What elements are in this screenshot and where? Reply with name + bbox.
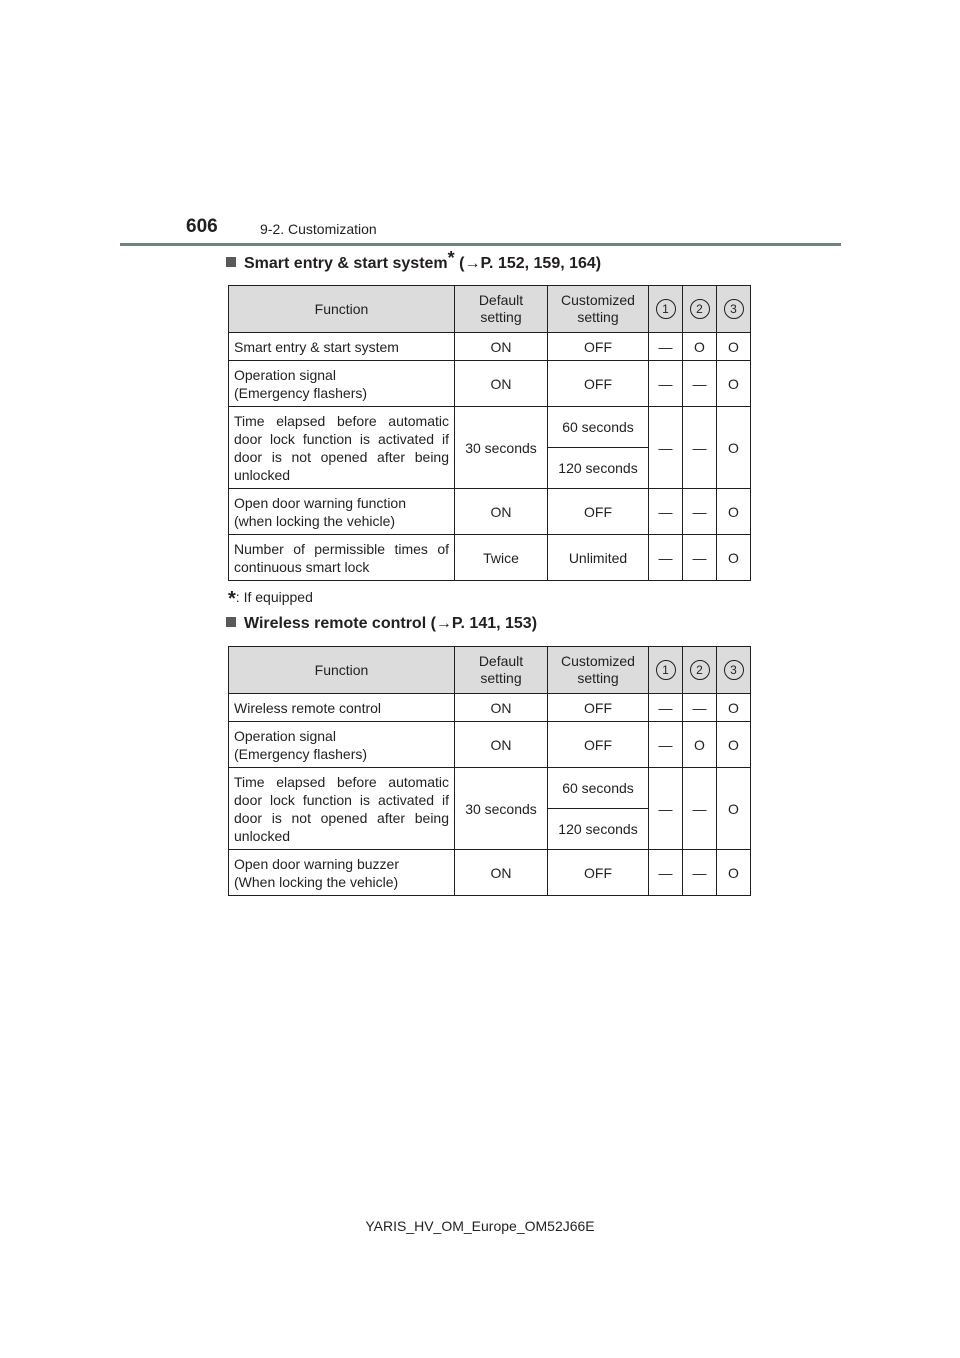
default-cell: ON	[455, 489, 548, 535]
table-row	[229, 535, 751, 581]
mode-3-cell: O	[717, 850, 751, 896]
mode-1-cell: —	[649, 694, 683, 722]
footnote: *: If equipped	[228, 588, 313, 610]
mode-1-cell: —	[649, 333, 683, 361]
smart-entry-heading: Smart entry & start system* (→P. 152, 159, 164)	[226, 255, 601, 273]
page-number: 606	[186, 216, 218, 237]
mode-3-cell: O	[717, 694, 751, 722]
mode-3-cell: O	[717, 361, 751, 407]
customized-cell: 120 seconds	[548, 448, 649, 489]
mode-1-cell: —	[649, 489, 683, 535]
column-header-2: 2	[683, 286, 717, 333]
mode-1-cell: —	[649, 535, 683, 581]
document-id-footer: YARIS_HV_OM_Europe_OM52J66E	[365, 1218, 595, 1234]
customized-cell: OFF	[548, 333, 649, 361]
column-header-default: Default setting	[455, 647, 548, 694]
wireless-remote-table	[228, 646, 751, 896]
column-header-function: Function	[229, 647, 455, 694]
function-cell: Operation signal (Emergency flashers)	[229, 361, 455, 407]
table-row	[229, 407, 751, 448]
mode-1-cell: —	[649, 407, 683, 489]
mode-3-cell: O	[717, 768, 751, 850]
mode-2-cell: O	[683, 333, 717, 361]
function-cell: Wireless remote control	[229, 694, 455, 722]
equipped-mark: *	[447, 248, 455, 268]
default-cell: Twice	[455, 535, 548, 581]
default-cell: 30 seconds	[455, 407, 548, 489]
default-cell: ON	[455, 722, 548, 768]
mode-1-cell: —	[649, 722, 683, 768]
section-title: 9-2. Customization	[260, 221, 377, 237]
table-row	[229, 694, 751, 722]
customized-cell: OFF	[548, 722, 649, 768]
square-bullet-icon	[226, 257, 236, 267]
mode-2-cell: —	[683, 361, 717, 407]
mode-1-cell: —	[649, 361, 683, 407]
table-row	[229, 333, 751, 361]
table-row	[229, 722, 751, 768]
default-cell: ON	[455, 333, 548, 361]
mode-1-cell: —	[649, 768, 683, 850]
mode-3-cell: O	[717, 407, 751, 489]
customized-cell: Unlimited	[548, 535, 649, 581]
wireless-remote-heading: Wireless remote control (→P. 141, 153)	[226, 615, 537, 633]
column-header-customized: Customized setting	[548, 286, 649, 333]
column-header-1: 1	[649, 286, 683, 333]
column-header-3: 3	[717, 647, 751, 694]
column-header-2: 2	[683, 647, 717, 694]
page-reference: (→P. 141, 153)	[430, 615, 538, 632]
header-rule	[120, 243, 841, 246]
function-cell: Operation signal (Emergency flashers)	[229, 722, 455, 768]
default-cell: 30 seconds	[455, 768, 548, 850]
customized-cell: OFF	[548, 850, 649, 896]
table-header-row	[229, 647, 751, 694]
table-row	[229, 850, 751, 896]
mode-2-cell: —	[683, 407, 717, 489]
function-cell: Time elapsed before automatic door lock function is activated if door is not opened after being unlocked	[229, 407, 455, 489]
mode-2-cell: —	[683, 768, 717, 850]
square-bullet-icon	[226, 617, 236, 627]
page-reference: (→P. 152, 159, 164)	[459, 255, 602, 272]
default-cell: ON	[455, 361, 548, 407]
column-header-3: 3	[717, 286, 751, 333]
default-cell: ON	[455, 850, 548, 896]
column-header-function: Function	[229, 286, 455, 333]
customized-cell: OFF	[548, 694, 649, 722]
column-header-customized: Customized setting	[548, 647, 649, 694]
mode-2-cell: —	[683, 694, 717, 722]
customized-cell: 120 seconds	[548, 809, 649, 850]
smart-entry-table	[228, 285, 751, 581]
function-cell: Open door warning buzzer (When locking the vehicle)	[229, 850, 455, 896]
mode-2-cell: —	[683, 850, 717, 896]
function-cell: Time elapsed before automatic door lock function is activated if door is not opened after being unlocked	[229, 768, 455, 850]
mode-3-cell: O	[717, 489, 751, 535]
table-row	[229, 768, 751, 809]
customized-cell: 60 seconds	[548, 768, 649, 809]
customized-cell: 60 seconds	[548, 407, 649, 448]
column-header-default: Default setting	[455, 286, 548, 333]
table-header-row	[229, 286, 751, 333]
mode-3-cell: O	[717, 722, 751, 768]
column-header-1: 1	[649, 647, 683, 694]
table-row	[229, 489, 751, 535]
customized-cell: OFF	[548, 489, 649, 535]
mode-3-cell: O	[717, 535, 751, 581]
mode-2-cell: —	[683, 535, 717, 581]
table-row	[229, 361, 751, 407]
function-cell: Number of permissible times of continuous smart lock	[229, 535, 455, 581]
function-cell: Smart entry & start system	[229, 333, 455, 361]
function-cell: Open door warning function (when locking the vehicle)	[229, 489, 455, 535]
mode-3-cell: O	[717, 333, 751, 361]
customized-cell: OFF	[548, 361, 649, 407]
mode-1-cell: —	[649, 850, 683, 896]
mode-2-cell: O	[683, 722, 717, 768]
mode-2-cell: —	[683, 489, 717, 535]
default-cell: ON	[455, 694, 548, 722]
